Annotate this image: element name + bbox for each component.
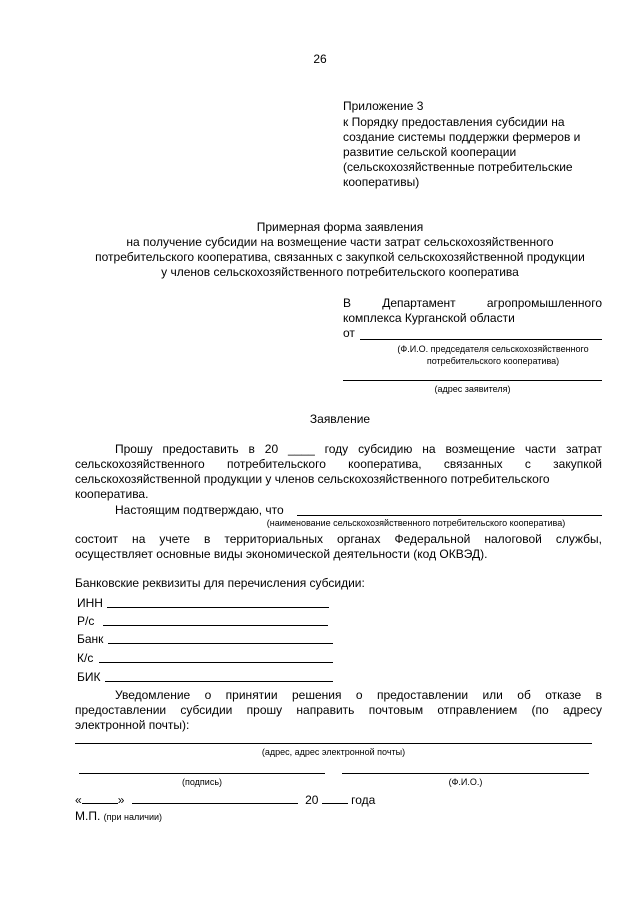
full-name-line — [342, 773, 589, 774]
bank-field-bik-label: БИК — [77, 670, 101, 684]
date-month-line — [132, 792, 298, 804]
date-year-suffix: года — [351, 793, 376, 807]
form-title: Примерная форма заявления — [256, 220, 424, 234]
bank-field-corr-line — [99, 662, 333, 663]
full-name-hint: (Ф.И.О.) — [448, 777, 483, 787]
addressee-line-2: комплекса Курганской области — [343, 311, 515, 325]
statement-heading: Заявление — [309, 412, 371, 426]
bank-heading: Банковские реквизиты для перечисления субсидии: — [75, 576, 365, 590]
bank-field-bank-line — [108, 643, 333, 644]
addressee-from-hint-2: потребительского кооператива) — [426, 356, 560, 366]
statement-p2-line-1: состоит на учете в территориальных органах Федеральной налоговой службы, — [75, 532, 602, 546]
bank-field-account-label: Р/с — [77, 614, 95, 628]
bank-field-corr-label: К/с — [77, 651, 94, 665]
appendix-line-6: кооперативы) — [343, 175, 420, 189]
notification-address-line — [75, 743, 592, 744]
notification-line-1: Уведомление о принятии решения о предоставлении или об отказе в — [115, 688, 602, 702]
statement-p2-line-2: осуществляет основные виды экономической деятельности (код ОКВЭД). — [75, 547, 488, 561]
statement-p1-line-1: Прошу предоставить в 20 ____ году субсидию на возмещение части затрат — [115, 442, 602, 456]
appendix-line-4: развитие сельской кооперации — [343, 145, 517, 159]
notification-address-hint: (адрес, адрес электронной почты) — [261, 747, 406, 757]
addressee-line-1: В Департамент агропромышленного — [343, 296, 602, 310]
bank-field-account-line — [103, 625, 328, 626]
date-year-line — [322, 792, 348, 804]
statement-p1-line-4: кооператива. — [75, 487, 149, 501]
notification-line-2: предоставлении субсидии прошу направить почтовым отправлением (по адресу — [75, 703, 602, 717]
bank-field-inn-label: ИНН — [77, 596, 103, 610]
applicant-address-line — [343, 380, 602, 381]
stamp-label: М.П. — [75, 809, 101, 823]
notification-line-3: электронной почты): — [75, 718, 190, 732]
bank-field-bik-line — [105, 681, 333, 682]
date-row — [75, 792, 375, 808]
addressee-from-hint-1: (Ф.И.О. председателя сельскохозяйственного — [397, 344, 589, 354]
cooperative-name-hint: (наименование сельскохозяйственного потребительского кооператива) — [266, 518, 566, 528]
form-subtitle-line-1: на получение субсидии на возмещение части затрат сельскохозяйственного — [126, 235, 554, 249]
date-year-prefix: 20 — [305, 793, 319, 807]
stamp-note: (при наличии) — [103, 812, 163, 822]
date-quote-open: « — [75, 793, 82, 807]
appendix-line-2: к Порядку предоставления субсидии на — [343, 115, 565, 129]
addressee-from-label: от — [343, 326, 355, 340]
bank-field-bank-label: Банк — [77, 632, 104, 646]
form-subtitle-line-2: потребительского кооператива, связанных с закупкой сельскохозяйственной продукции — [95, 250, 585, 264]
applicant-address-hint: (адрес заявителя) — [434, 384, 511, 394]
appendix-line-1: Приложение 3 — [343, 99, 424, 113]
cooperative-name-line — [297, 515, 602, 516]
appendix-line-5: (сельскохозяйственные потребительские — [343, 160, 573, 174]
signature-hint: (подпись) — [181, 777, 223, 787]
signature-line — [79, 773, 325, 774]
confirm-label: Настоящим подтверждаю, что — [115, 503, 284, 517]
stamp-row — [75, 809, 162, 824]
appendix-line-3: создание системы поддержки фермеров и — [343, 130, 581, 144]
form-subtitle-line-3: у членов сельскохозяйственного потребительского кооператива — [161, 265, 519, 279]
date-day-line — [82, 792, 118, 804]
date-quote-close: » — [117, 793, 125, 807]
statement-p1-line-3: сельскохозяйственной продукции у членов сельскохозяйственного потребительского — [75, 472, 550, 486]
bank-field-inn-line — [107, 607, 329, 608]
statement-p1-line-2: сельскохозяйственного потребительского кооператива, связанных с закупкой — [75, 457, 602, 471]
page-number: 26 — [313, 52, 327, 66]
addressee-from-line — [360, 339, 602, 340]
